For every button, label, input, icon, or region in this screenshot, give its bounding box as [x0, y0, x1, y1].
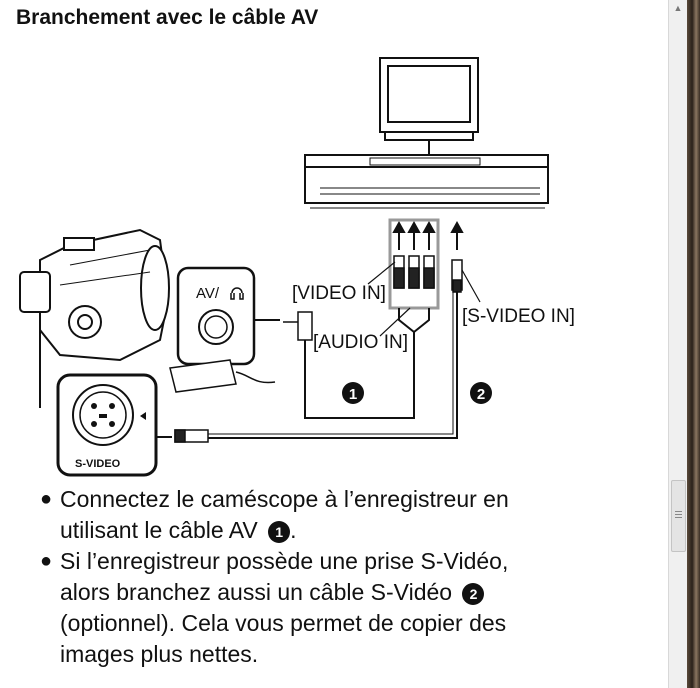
- scroll-thumb[interactable]: [671, 480, 686, 552]
- bullet-icon: ●: [40, 488, 53, 510]
- instruction-item: [40, 546, 600, 670]
- instruction-line: images plus nettes.: [60, 641, 259, 667]
- rca-plugs: [394, 256, 434, 288]
- cable-1-number: 1: [348, 386, 358, 403]
- tv-illustration: [380, 58, 478, 155]
- av-jack-callout: [178, 268, 254, 364]
- connection-diagram: [0, 40, 668, 480]
- instruction-list: [40, 484, 600, 670]
- instruction-line: (optionnel). Cela vous permet de copier des: [60, 610, 507, 636]
- mini-plug: [283, 312, 312, 340]
- vertical-scrollbar[interactable]: [668, 0, 687, 688]
- svideo-in-label: [S-VIDEO IN]: [462, 306, 575, 327]
- bullet-icon: ●: [40, 550, 53, 572]
- cable-1-marker: [342, 382, 364, 404]
- svideo-plug: [452, 260, 462, 292]
- scroll-up-icon[interactable]: ▲: [673, 3, 683, 13]
- cable-2-marker: [470, 382, 492, 404]
- window-edge: [687, 0, 700, 688]
- cable-2-number: 2: [476, 386, 486, 403]
- instruction-item: [40, 484, 600, 546]
- audio-in-label: [AUDIO IN]: [313, 332, 409, 353]
- av-jack-label: AV/: [196, 285, 220, 302]
- instruction-line: alors branchez aussi un câble S-Vidéo 2: [60, 577, 600, 608]
- svideo-port-label: S-VIDEO: [75, 458, 121, 470]
- cable-ref-1-icon: 1: [268, 521, 290, 543]
- instruction-line: Connectez le caméscope à l’enregistreur en: [60, 486, 509, 512]
- cable-ref-2-icon: 2: [462, 583, 484, 605]
- input-arrows: [394, 223, 462, 250]
- video-in-label: [VIDEO IN]: [292, 283, 386, 304]
- recorder-illustration: [305, 155, 548, 208]
- instruction-line: Si l’enregistreur possède une prise S-Vidéo,: [60, 548, 509, 574]
- page-title: Branchement avec le câble AV: [16, 6, 319, 29]
- instruction-line: utilisant le câble AV 1 .: [60, 517, 297, 543]
- svideo-plug-end: [175, 430, 208, 442]
